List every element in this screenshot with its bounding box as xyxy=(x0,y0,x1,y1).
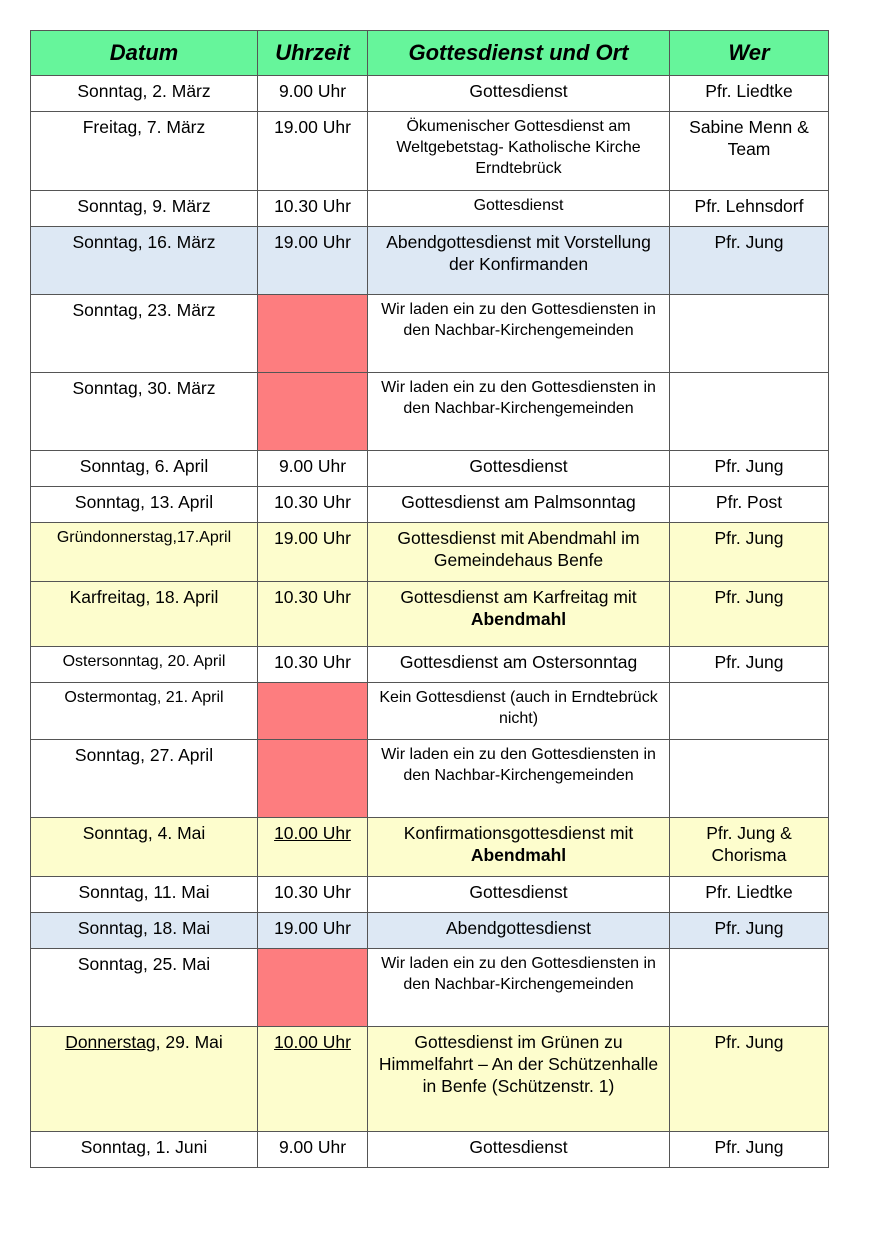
table-row xyxy=(31,451,829,487)
cell-datum: Sonntag, 16. März xyxy=(31,227,258,295)
cell-gottesdienst: Gottesdienst im Grünen zu Himmelfahrt – An der Schützenhalle in Benfe (Schützenstr. 1) xyxy=(368,1027,670,1132)
cell-gottesdienst: Kein Gottesdienst (auch in Erndtebrück nicht) xyxy=(368,683,670,740)
gottesdienst-bold-text: Abendmahl xyxy=(470,845,567,865)
gottesdienst-text: Konfirmationsgottesdienst mit xyxy=(403,823,634,843)
cell-uhrzeit: 9.00 Uhr xyxy=(258,76,368,112)
cell-datum: Sonntag, 6. April xyxy=(31,451,258,487)
cell-uhrzeit: 10.30 Uhr xyxy=(258,582,368,647)
cell-wer xyxy=(670,295,829,373)
cell-datum: Sonntag, 25. Mai xyxy=(31,949,258,1027)
cell-datum: Sonntag, 30. März xyxy=(31,373,258,451)
table-row xyxy=(31,76,829,112)
table-row xyxy=(31,373,829,451)
cell-uhrzeit: 19.00 Uhr xyxy=(258,523,368,582)
table-row xyxy=(31,295,829,373)
cell-gottesdienst: Gottesdienst xyxy=(368,877,670,913)
cell-uhrzeit-no-service xyxy=(258,295,368,373)
cell-wer: Pfr. Post xyxy=(670,487,829,523)
table-row xyxy=(31,487,829,523)
cell-gottesdienst: Gottesdienst xyxy=(368,451,670,487)
table-row xyxy=(31,1132,829,1168)
cell-wer: Sabine Menn & Team xyxy=(670,112,829,191)
cell-wer: Pfr. Jung & Chorisma xyxy=(670,818,829,877)
cell-uhrzeit: 10.30 Uhr xyxy=(258,877,368,913)
cell-datum: Freitag, 7. März xyxy=(31,112,258,191)
cell-gottesdienst xyxy=(368,818,670,877)
cell-datum xyxy=(31,1027,258,1132)
cell-datum: Sonntag, 1. Juni xyxy=(31,1132,258,1168)
cell-datum: Gründonnerstag,17.April xyxy=(31,523,258,582)
table-row xyxy=(31,112,829,191)
header-gottesdienst: Gottesdienst und Ort xyxy=(368,31,670,76)
cell-datum: Sonntag, 2. März xyxy=(31,76,258,112)
cell-gottesdienst: Gottesdienst xyxy=(368,76,670,112)
cell-gottesdienst: Ökumenischer Gottesdienst am Weltgebetstag- Katholische Kirche Erndtebrück xyxy=(368,112,670,191)
table-row xyxy=(31,683,829,740)
cell-uhrzeit: 9.00 Uhr xyxy=(258,1132,368,1168)
cell-wer: Pfr. Jung xyxy=(670,913,829,949)
gottesdienst-bold-text: Abendmahl xyxy=(470,609,567,629)
cell-gottesdienst: Gottesdienst xyxy=(368,191,670,227)
cell-datum: Ostersonntag, 20. April xyxy=(31,647,258,683)
cell-wer xyxy=(670,683,829,740)
table-row xyxy=(31,523,829,582)
cell-wer xyxy=(670,740,829,818)
cell-uhrzeit: 19.00 Uhr xyxy=(258,913,368,949)
cell-datum: Sonntag, 9. März xyxy=(31,191,258,227)
cell-datum: Karfreitag, 18. April xyxy=(31,582,258,647)
table-row xyxy=(31,647,829,683)
cell-wer: Pfr. Jung xyxy=(670,227,829,295)
cell-gottesdienst: Wir laden ein zu den Gottesdiensten in den Nachbar-Kirchengemeinden xyxy=(368,295,670,373)
cell-gottesdienst: Gottesdienst am Palmsonntag xyxy=(368,487,670,523)
cell-uhrzeit: 10.30 Uhr xyxy=(258,647,368,683)
table-row xyxy=(31,191,829,227)
cell-wer: Pfr. Jung xyxy=(670,1132,829,1168)
cell-gottesdienst xyxy=(368,582,670,647)
cell-uhrzeit: 19.00 Uhr xyxy=(258,112,368,191)
cell-gottesdienst: Wir laden ein zu den Gottesdiensten in den Nachbar-Kirchengemeinden xyxy=(368,740,670,818)
table-row xyxy=(31,740,829,818)
cell-uhrzeit-no-service xyxy=(258,683,368,740)
table-row xyxy=(31,227,829,295)
cell-wer: Pfr. Jung xyxy=(670,523,829,582)
cell-datum: Sonntag, 27. April xyxy=(31,740,258,818)
cell-wer: Pfr. Jung xyxy=(670,451,829,487)
cell-datum: Sonntag, 18. Mai xyxy=(31,913,258,949)
cell-datum: Ostermontag, 21. April xyxy=(31,683,258,740)
table-row xyxy=(31,913,829,949)
cell-uhrzeit: 10.00 Uhr xyxy=(258,818,368,877)
cell-datum: Sonntag, 11. Mai xyxy=(31,877,258,913)
header-row xyxy=(31,31,829,76)
table-row xyxy=(31,1027,829,1132)
service-schedule-table xyxy=(30,30,829,1168)
cell-datum: Sonntag, 4. Mai xyxy=(31,818,258,877)
datum-underlined-text: Donnerstag xyxy=(65,1032,156,1052)
table-row xyxy=(31,818,829,877)
cell-wer xyxy=(670,373,829,451)
cell-uhrzeit: 9.00 Uhr xyxy=(258,451,368,487)
cell-gottesdienst: Gottesdienst mit Abendmahl im Gemeindehaus Benfe xyxy=(368,523,670,582)
header-uhrzeit: Uhrzeit xyxy=(258,31,368,76)
cell-gottesdienst: Gottesdienst am Ostersonntag xyxy=(368,647,670,683)
cell-gottesdienst: Wir laden ein zu den Gottesdiensten in den Nachbar-Kirchengemeinden xyxy=(368,949,670,1027)
cell-uhrzeit: 19.00 Uhr xyxy=(258,227,368,295)
gottesdienst-text: Gottesdienst am Karfreitag mit xyxy=(400,587,637,607)
cell-wer: Pfr. Jung xyxy=(670,647,829,683)
cell-uhrzeit-no-service xyxy=(258,740,368,818)
cell-gottesdienst: Gottesdienst xyxy=(368,1132,670,1168)
cell-uhrzeit: 10.00 Uhr xyxy=(258,1027,368,1132)
datum-text: , 29. Mai xyxy=(155,1032,223,1052)
cell-datum: Sonntag, 23. März xyxy=(31,295,258,373)
cell-gottesdienst: Wir laden ein zu den Gottesdiensten in den Nachbar-Kirchengemeinden xyxy=(368,373,670,451)
header-wer: Wer xyxy=(670,31,829,76)
cell-uhrzeit: 10.30 Uhr xyxy=(258,191,368,227)
cell-wer: Pfr. Liedtke xyxy=(670,877,829,913)
cell-wer: Pfr. Jung xyxy=(670,1027,829,1132)
table-row xyxy=(31,582,829,647)
cell-wer xyxy=(670,949,829,1027)
cell-gottesdienst: Abendgottesdienst xyxy=(368,913,670,949)
cell-uhrzeit-no-service xyxy=(258,949,368,1027)
header-datum: Datum xyxy=(31,31,258,76)
cell-datum: Sonntag, 13. April xyxy=(31,487,258,523)
cell-uhrzeit: 10.30 Uhr xyxy=(258,487,368,523)
cell-gottesdienst: Abendgottesdienst mit Vorstellung der Konfirmanden xyxy=(368,227,670,295)
cell-wer: Pfr. Lehnsdorf xyxy=(670,191,829,227)
cell-wer: Pfr. Liedtke xyxy=(670,76,829,112)
table-row xyxy=(31,949,829,1027)
table-row xyxy=(31,877,829,913)
cell-uhrzeit-no-service xyxy=(258,373,368,451)
cell-wer: Pfr. Jung xyxy=(670,582,829,647)
